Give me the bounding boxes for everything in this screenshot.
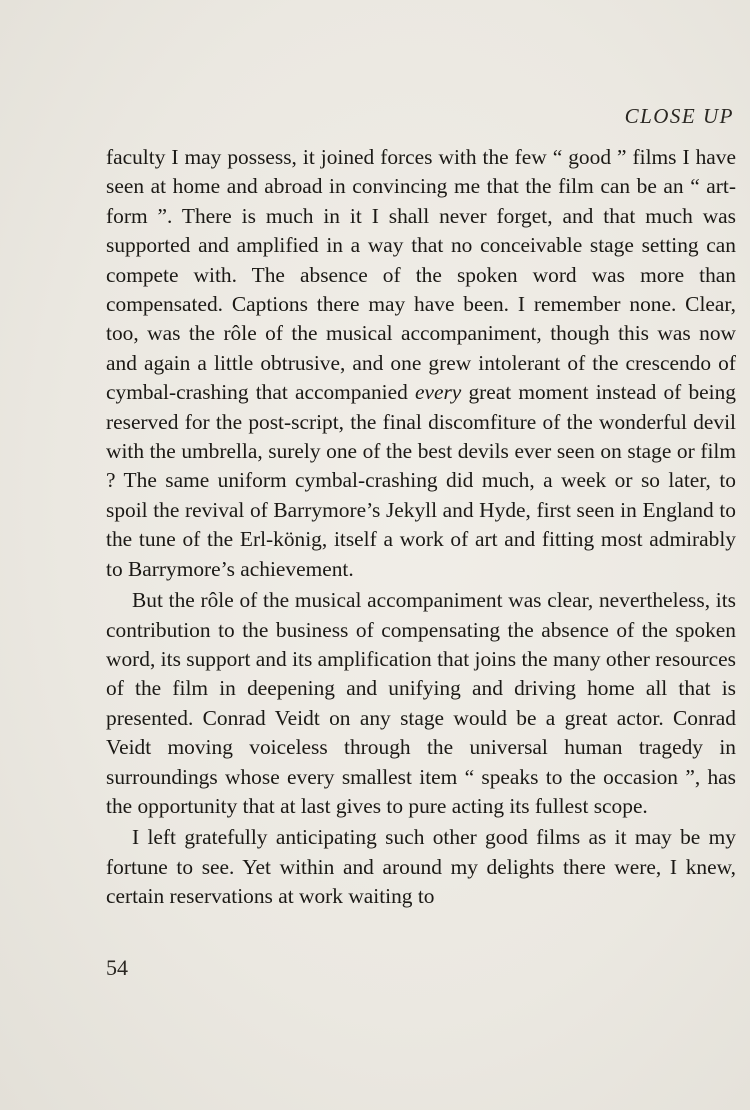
emphasis-every: every <box>415 380 462 405</box>
paragraph-2: But the rôle of the musical accompaniment was clear, nevertheless, its contribution to the business of compensating the absence of the spoken word, its support and its amplification that joins the many other resources of the film in deepening and unifying and driving home all that is presented. Conrad Veidt on any stage would be a great actor. Conrad Veidt moving voiceless through the universal human tragedy in surroundings whose every smallest item “ speaks to the occasion ”, has the opportunity that at last gives to pure acting its fullest scope. <box>106 588 736 818</box>
running-header: CLOSE UP <box>624 104 734 128</box>
paragraph-3: I left gratefully anticipating such other good films as it may be my fortune to see. Yet within and around my delights there were, I knew, certain reservations at work waiting to <box>106 825 736 909</box>
paragraph-1-text-a: faculty I may possess, it joined forces with the few “ good ” films I have seen at home and abroad in convincing me that the film can be an “ art-form ”. There is much in it I shall never forget, and that much was supported and amplified in a way that no conceivable stage setting can compete with. The absence of the spoken word was more than compensated. Captions there may have been. I remember none. Clear, too, was the rôle of the musical accompaniment, though this was now and again a little obtrusive, and one grew intolerant of the crescendo of cymbal-crashing that accompanied <box>106 145 736 405</box>
paragraph-1 <box>106 143 736 584</box>
paragraph-1-text-b: great moment instead of being reserved for the post-script, the final discomfiture of the wonderful devil with the umbrella, surely one of the best devils ever seen on stage or film ? The same uniform cymbal-crashing did much, a week or so later, to spoil the revival of Barrymore’s Jekyll and Hyde, first seen in England to the tune of the Erl-könig, itself a work of art and fitting most admirably to Barrymore’s achievement. <box>106 380 736 581</box>
page-number: 54 <box>106 955 128 980</box>
body-text <box>106 143 736 912</box>
